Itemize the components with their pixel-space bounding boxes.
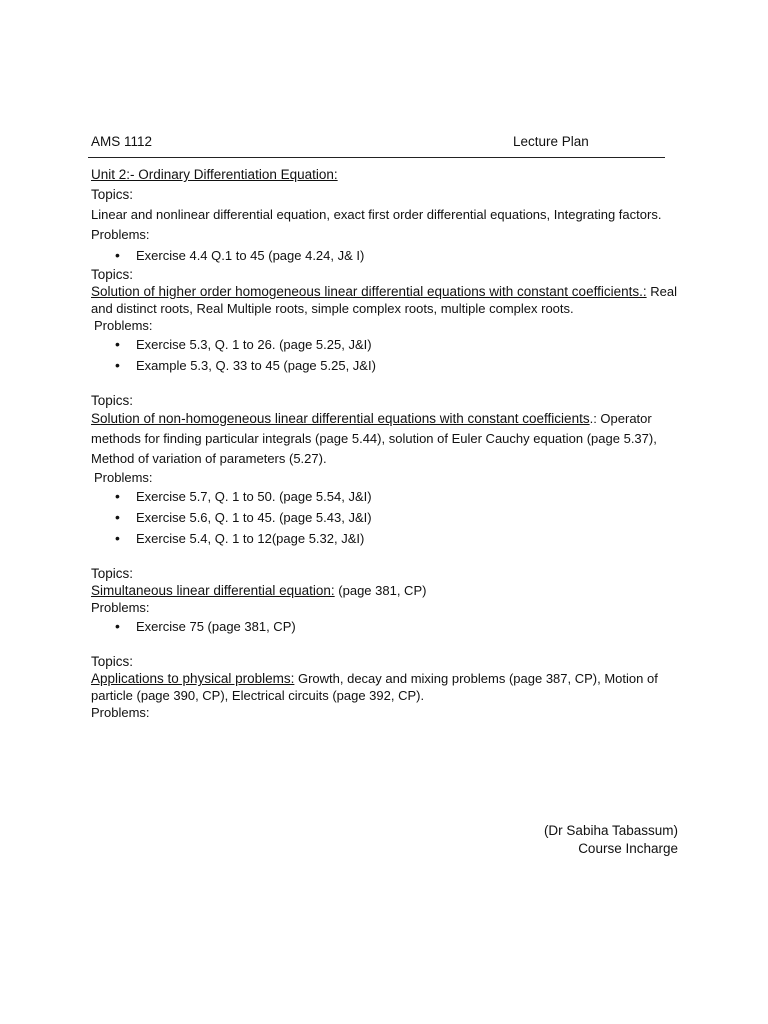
exercise-list <box>91 334 681 376</box>
topic-section-5 <box>91 653 681 721</box>
topic-body: Linear and nonlinear differential equation, exact first order differential equations, Integrating factors. <box>91 207 662 222</box>
unit-title: Unit 2:- Ordinary Differentiation Equation: <box>91 167 338 182</box>
exercise-item: • Exercise 5.3, Q. 1 to 26. (page 5.25, J&I) <box>91 334 681 355</box>
problems-label: Problems: <box>91 705 150 720</box>
topics-label: Topics: <box>91 267 134 282</box>
exercise-item: • Exercise 5.4, Q. 1 to 12(page 5.32, J&I) <box>91 528 681 549</box>
topic-description: (page 381, CP) <box>334 583 427 598</box>
problems-label: Problems: <box>91 600 150 615</box>
topics-label: Topics: <box>91 393 134 408</box>
exercise-list <box>91 245 681 266</box>
problems-label: Problems: <box>94 318 153 333</box>
topic-description: Real and distinct roots, Real Multiple roots, simple complex roots, multiple complex roots. <box>91 284 677 316</box>
topics-label: Topics: <box>91 566 134 581</box>
topic-body <box>91 670 681 704</box>
document-title: Lecture Plan <box>513 134 589 149</box>
exercise-item: • Exercise 4.4 Q.1 to 45 (page 4.24, J& I) <box>91 245 681 266</box>
topic-heading: Applications to physical problems: <box>91 671 295 686</box>
exercise-list <box>91 486 681 549</box>
exercise-item: • Exercise 75 (page 381, CP) <box>91 616 681 637</box>
topic-section-2 <box>91 266 681 376</box>
topic-section-3 <box>91 392 681 549</box>
problems-label: Problems: <box>94 470 153 485</box>
topic-section-1 <box>91 185 681 266</box>
topic-body <box>91 409 681 469</box>
topic-description: Growth, decay and mixing problems (page 387, CP), Motion of particle (page 390, CP), Electrical circuits (page 392, CP). <box>91 671 658 703</box>
exercise-item: • Exercise 5.6, Q. 1 to 45. (page 5.43, J&I) <box>91 507 681 528</box>
course-code: AMS 1112 <box>91 134 153 149</box>
topic-body <box>91 582 681 599</box>
topics-label: Topics: <box>91 654 134 669</box>
spacer <box>91 637 681 653</box>
exercise-list <box>91 616 681 637</box>
lecture-content <box>91 165 681 721</box>
topic-section-4 <box>91 565 681 637</box>
instructor-name: (Dr Sabiha Tabassum) <box>543 823 678 838</box>
topic-heading: Solution of non-homogeneous linear differential equations with constant coefficients <box>91 411 590 426</box>
exercise-item: • Example 5.3, Q. 33 to 45 (page 5.25, J&I) <box>91 355 681 376</box>
topic-heading: Solution of higher order homogeneous linear differential equations with constant coefficients.: <box>91 284 647 299</box>
spacer <box>91 376 681 392</box>
instructor-role: Course Incharge <box>578 841 678 856</box>
topics-label: Topics: <box>91 187 134 202</box>
header-rule <box>88 157 665 158</box>
topic-body <box>91 283 681 317</box>
exercise-item: • Exercise 5.7, Q. 1 to 50. (page 5.54, J&I) <box>91 486 681 507</box>
signature-block <box>544 822 678 858</box>
topic-heading: Simultaneous linear differential equation: <box>91 583 335 598</box>
spacer <box>91 549 681 565</box>
topic-description: .: Operator methods for finding particular integrals (page 5.44), solution of Euler Cauchy equation (page 5.37), Method of variation of parameters (5.27). <box>91 411 657 466</box>
page-header <box>91 134 665 154</box>
problems-label: Problems: <box>91 227 150 242</box>
